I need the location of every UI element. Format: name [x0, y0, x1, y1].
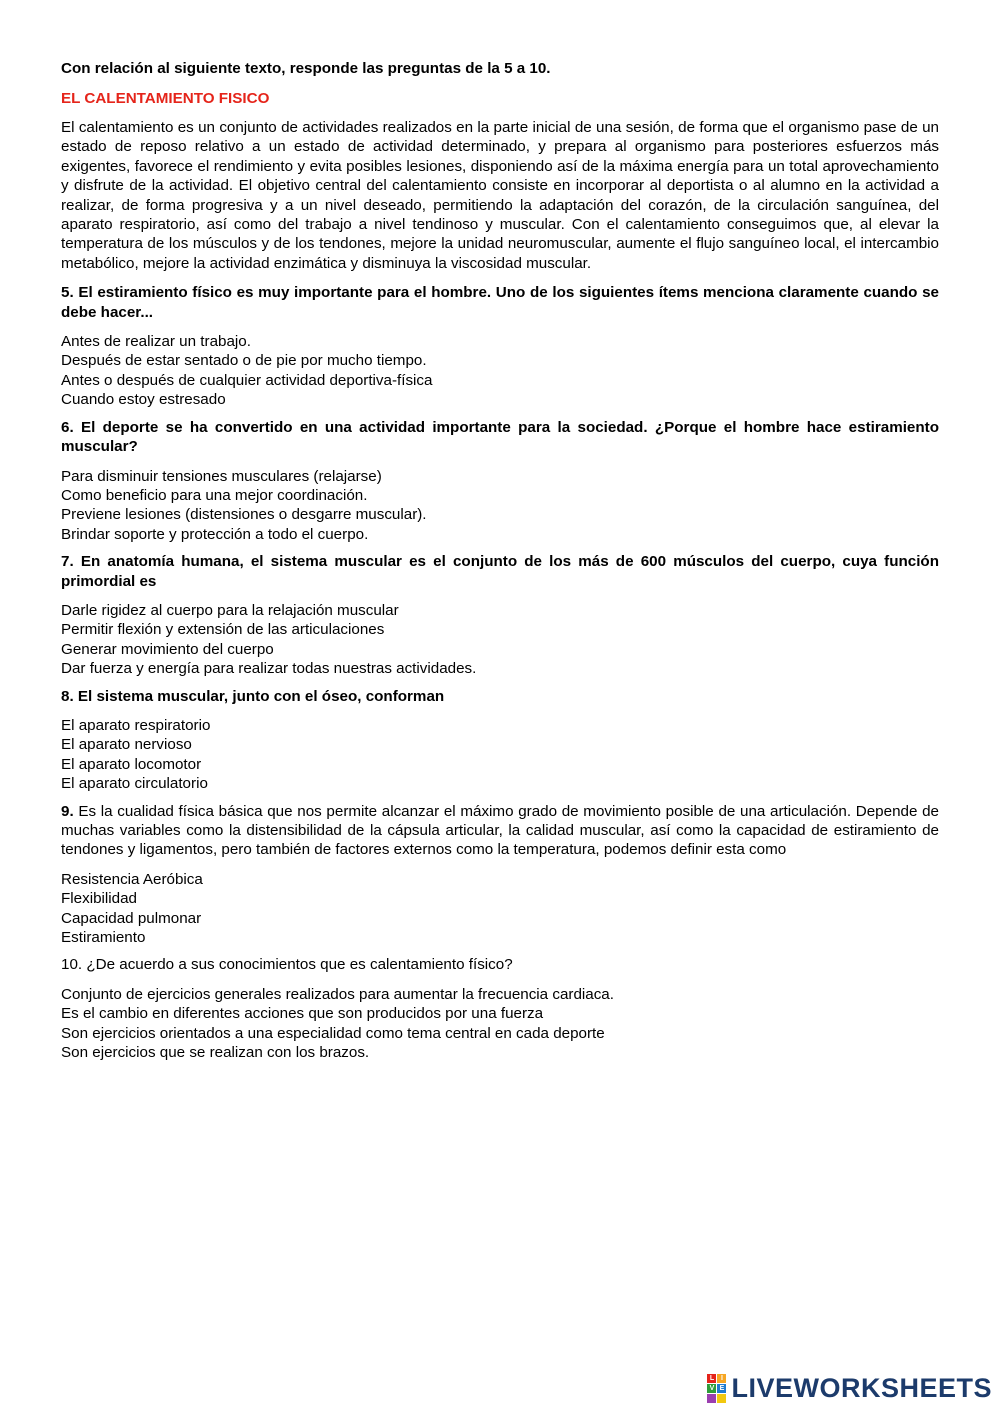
option[interactable]: Conjunto de ejercicios generales realizados para aumentar la frecuencia cardiaca. [61, 985, 614, 1003]
option[interactable]: El aparato circulatorio [61, 775, 208, 793]
option[interactable]: Flexibilidad [61, 890, 137, 908]
option[interactable]: Generar movimiento del cuerpo [61, 640, 274, 658]
reading-passage: El calentamiento es un conjunto de actividades realizados en la parte inicial de una sesión, de forma que el organismo pase de un estado de reposo relativo a un estado de actividad determinado, y prepara al organismo para posteriores esfuerzos más exigentes, favorece el rendimiento y evita posibles lesiones, disponiendo así de la máxima energía para un total aprovechamiento y disfrute de la actividad. El objetivo central del calentamiento consiste en incorporar al deportista o al alumno en la actividad a realizar, de forma progresiva y a un nivel deseado, permitiendo la adaptación del corazón, de la circulación sanguínea, del aparato respiratorio, así como del trabajo a nivel tendinoso y muscular. Con el calentamiento conseguimos que, al elevar la temperatura de los músculos y de los tendones, mejore la unidad neuromuscular, aumente el flujo sanguíneo local, el intercambio metabólico, mejore la actividad enzimática y disminuya la viscosidad muscular. [61, 119, 939, 272]
option[interactable]: Brindar soporte y protección a todo el cuerpo. [61, 525, 369, 543]
question-5-options [61, 332, 939, 410]
option[interactable]: El aparato locomotor [61, 755, 202, 773]
question-9-options [61, 870, 939, 948]
passage-title: EL CALENTAMIENTO FISICO [61, 90, 270, 107]
option[interactable]: Después de estar sentado o de pie por mucho tiempo. [61, 352, 427, 370]
option[interactable]: Como beneficio para una mejor coordinación. [61, 486, 368, 504]
question-8-options [61, 716, 939, 794]
question-7-options [61, 601, 939, 679]
option[interactable]: Previene lesiones (distensiones o desgarre muscular). [61, 506, 427, 524]
option[interactable]: Antes o después de cualquier actividad deportiva-física [61, 371, 433, 389]
option[interactable]: Son ejercicios que se realizan con los brazos. [61, 1044, 370, 1062]
option[interactable]: Dar fuerza y energía para realizar todas nuestras actividades. [61, 660, 477, 678]
question-10-options [61, 985, 939, 1063]
question-9-text: Es la cualidad física básica que nos permite alcanzar el máximo grado de movimiento posible de una articulación. Depende de muchas variables como la distensibilidad de la cápsula articular, la calidad muscular, así como la capacidad de estiramiento de tendones y ligamentos, pero también de factores externos como la temperatura, podemos definir esta como [61, 802, 939, 859]
question-5: 5. El estiramiento físico es muy importante para el hombre. Uno de los siguientes ítems menciona claramente cuando se debe hacer... [61, 284, 939, 321]
option[interactable]: El aparato respiratorio [61, 716, 211, 734]
logo-blocks-icon [707, 1374, 726, 1403]
option[interactable]: Antes de realizar un trabajo. [61, 333, 251, 351]
question-6-options [61, 467, 939, 545]
logo-block: V [707, 1384, 716, 1393]
option[interactable]: Son ejercicios orientados a una especialidad como tema central en cada deporte [61, 1024, 605, 1042]
option[interactable]: Darle rigidez al cuerpo para la relajación muscular [61, 601, 399, 619]
option[interactable]: Estiramiento [61, 929, 146, 947]
option[interactable]: Para disminuir tensiones musculares (relajarse) [61, 467, 382, 485]
liveworksheets-logo [707, 1373, 992, 1403]
question-7: 7. En anatomía humana, el sistema muscular es el conjunto de los más de 600 músculos del cuerpo, cuya función primordial es [61, 553, 939, 590]
option[interactable]: Es el cambio en diferentes acciones que son producidos por una fuerza [61, 1005, 544, 1023]
logo-block: E [717, 1384, 726, 1393]
question-6: 6. El deporte se ha convertido en una actividad importante para la sociedad. ¿Porque el hombre hace estiramiento muscular? [61, 418, 939, 456]
question-9 [61, 802, 939, 860]
worksheet-page [61, 60, 939, 1070]
option[interactable]: Cuando estoy estresado [61, 391, 226, 409]
question-8: 8. El sistema muscular, junto con el óseo, conforman [61, 687, 445, 705]
option[interactable]: El aparato nervioso [61, 736, 192, 754]
logo-text: LIVEWORKSHEETS [731, 1372, 992, 1403]
logo-block [717, 1394, 726, 1403]
option[interactable]: Permitir flexión y extensión de las articulaciones [61, 621, 385, 639]
question-10: 10. ¿De acuerdo a sus conocimientos que es calentamiento físico? [61, 956, 513, 974]
question-9-number: 9. [61, 802, 74, 820]
logo-block [707, 1394, 716, 1403]
option[interactable]: Capacidad pulmonar [61, 909, 202, 927]
option[interactable]: Resistencia Aeróbica [61, 870, 203, 888]
logo-block: L [707, 1374, 716, 1383]
logo-block: I [717, 1374, 726, 1383]
instructions: Con relación al siguiente texto, responde las preguntas de la 5 a 10. [61, 60, 551, 77]
